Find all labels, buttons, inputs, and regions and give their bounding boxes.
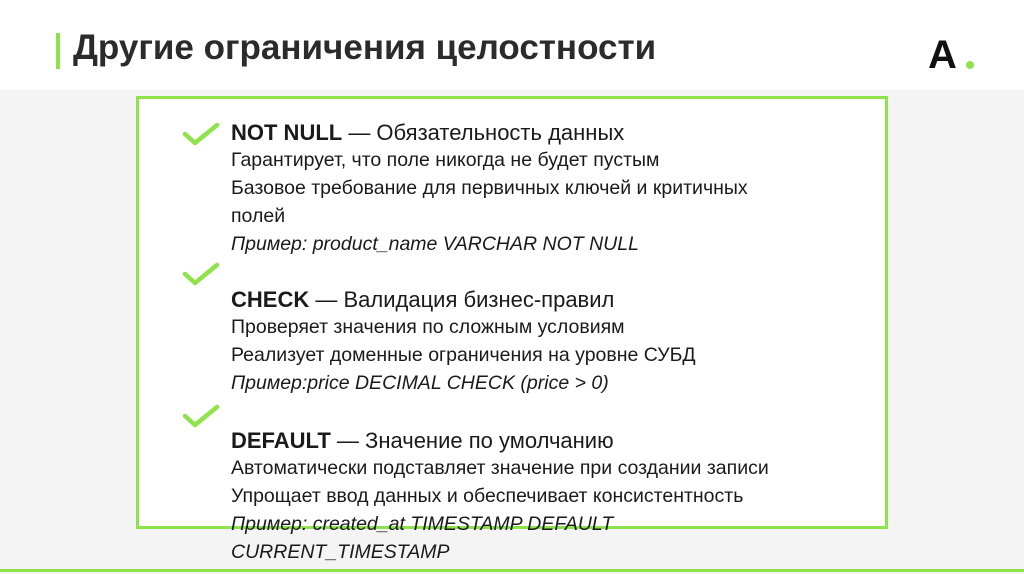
check-icon — [182, 262, 220, 286]
item-heading — [231, 286, 696, 313]
item-heading-text: — Валидация бизнес-правил — [309, 287, 615, 312]
item-keyword: NOT NULL — [231, 120, 343, 145]
item-line: полей — [231, 205, 286, 227]
logo-letter: A — [928, 33, 957, 74]
logo-a-icon — [926, 32, 978, 74]
check-icon — [182, 122, 220, 146]
item-keyword: CHECK — [231, 287, 310, 312]
item-heading-text: — Обязательность данных — [342, 120, 625, 145]
constraint-default — [231, 427, 769, 566]
logo-dot — [966, 61, 974, 69]
page-title: Другие ограничения целостности — [73, 28, 657, 67]
item-line: Реализует доменные ограничения на уровне СУБД — [231, 344, 696, 366]
item-heading-text: — Значение по умолчанию — [330, 428, 614, 453]
item-line: Упрощает ввод данных и обеспечивает консистентность — [231, 485, 744, 507]
item-heading — [231, 427, 769, 454]
item-heading — [231, 119, 748, 146]
item-example: Пример: product_name VARCHAR NOT NULL — [231, 233, 639, 255]
item-line: Проверяет значения по сложным условиям — [231, 316, 625, 338]
constraint-not-null — [231, 119, 748, 258]
item-line: Гарантирует, что поле никогда не будет пустым — [231, 149, 660, 171]
item-example: Пример:price DECIMAL CHECK (price > 0) — [231, 372, 609, 394]
item-line: Базовое требование для первичных ключей и критичных — [231, 177, 748, 199]
item-example: CURRENT_TIMESTAMP — [231, 541, 450, 563]
check-icon — [182, 404, 220, 428]
item-keyword: DEFAULT — [231, 428, 331, 453]
constraint-check — [231, 286, 696, 397]
item-example: Пример: created_at TIMESTAMP DEFAULT — [231, 513, 614, 535]
title-accent-bar — [56, 33, 60, 69]
item-line: Автоматически подставляет значение при создании записи — [231, 457, 769, 479]
bottom-accent-line — [0, 569, 1024, 572]
slide-header — [0, 0, 1024, 90]
